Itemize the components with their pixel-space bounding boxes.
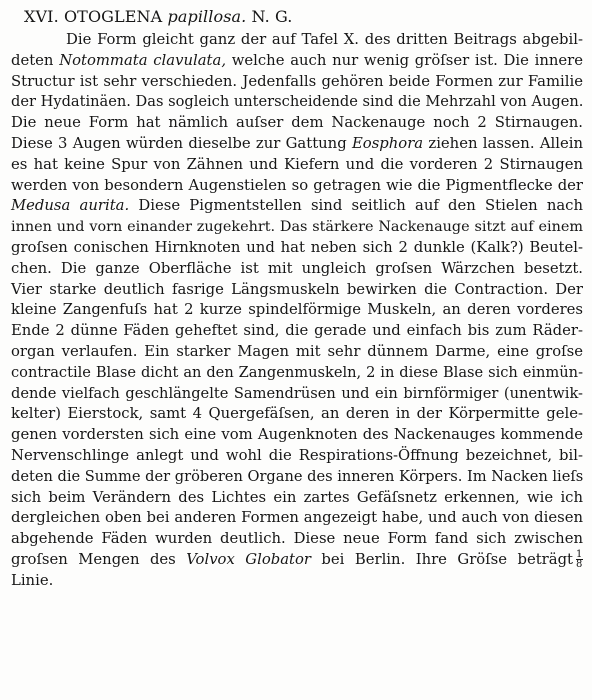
text-line [11, 384, 583, 405]
italic-taxon: Volvox Globator [186, 550, 311, 568]
text-segment: Diese 3 Augen würden dieselbe zur Gattung [11, 134, 352, 152]
new-genus-mark: N. G. [251, 7, 293, 26]
text-line [11, 51, 583, 72]
text-segment: sich beim Verändern des Lichtes ein zartes Gefäſsnetz erkennen, wie ich [11, 488, 583, 506]
text-line [11, 404, 583, 425]
text-line [11, 72, 583, 93]
text-line [11, 300, 583, 321]
text-segment: Diese Pigmentstellen sind seitlich auf den Stielen nach [129, 197, 583, 215]
section-number: XVI. [24, 7, 59, 26]
text-line [11, 529, 583, 550]
text-line [11, 467, 583, 488]
text-line [11, 363, 583, 384]
italic-taxon: Notommata clavulata, [59, 51, 227, 69]
text-line [11, 176, 583, 197]
text-segment: ziehen lassen. Allein [423, 134, 584, 152]
text-segment: dende vielfach geschlängelte Samendrüsen und ein birnförmiger (unentwik- [11, 384, 583, 402]
text-segment: Structur ist sehr verschieden. Jedenfalls gehören beide Formen zur Familie [11, 72, 583, 90]
text-segment: Vier starke deutlich fasrige Längsmuskeln bewirken die Contraction. Der [11, 280, 583, 298]
text-segment: Ende 2 dünne Fäden geheftet sind, die gerade und einfach bis zum Räder- [11, 322, 583, 340]
text-line [11, 134, 583, 155]
text-line [11, 113, 583, 134]
text-segment: welche auch nur wenig gröſser ist. Die innere [226, 51, 583, 69]
text-segment: deten die Summe der gröberen Organe des inneren Körpers. Im Nacken lieſs [11, 467, 584, 485]
text-segment: innen und vorn einander zugekehrt. Das stärkere Nackenauge sitzt auf einem [11, 219, 583, 236]
text-segment: organ verlaufen. Ein starker Magen mit sehr dünnem Darme, eine groſse [11, 342, 583, 360]
text-segment: abgehende Fäden wurden deutlich. Diese neue Form fand sich zwischen [11, 530, 583, 548]
text-segment: contractile Blase dicht an den Zangenmuskeln, 2 in diese Blase sich einmün- [11, 363, 583, 381]
text-segment: es hat keine Spur von Zähnen und Kiefern und die vorderen 2 Stirnaugen [11, 155, 583, 173]
text-line [11, 321, 583, 342]
fraction-numerator: 1 [576, 549, 583, 561]
text-line [11, 446, 583, 467]
text-line [11, 571, 583, 592]
italic-taxon: Eosphora [351, 134, 424, 152]
text-line [11, 425, 583, 446]
text-line [11, 488, 583, 509]
text-segment: genen vordersten sich eine vom Augenknoten des Nackenauges kommende [11, 426, 583, 444]
text-segment: dergleichen oben bei anderen Formen angezeigt habe, und auch von diesen [11, 509, 583, 527]
italic-taxon: Medusa aurita. [11, 197, 130, 215]
text-line [11, 342, 583, 363]
text-segment: bei Berlin. Ihre Gröſse beträgt [310, 550, 573, 568]
text-segment: groſsen conischen Hirnknoten und hat neben sich 2 dunkle (Kalk?) Beutel- [11, 238, 583, 256]
text-line [11, 238, 583, 259]
size-fraction [576, 550, 583, 569]
text-line [11, 280, 583, 301]
text-segment: Die Form gleicht ganz der auf Tafel X. des dritten Beitrags abgebil- [66, 31, 583, 48]
text-line [11, 30, 583, 51]
text-line [11, 196, 583, 217]
text-segment: werden von besondern Augenstielen so getragen wie die Pigmentflecke der [11, 176, 583, 194]
text-segment: groſsen Mengen des [11, 550, 187, 568]
text-segment: kelter) Eierstock, samt 4 Quergefäſsen, an deren in der Körpermitte gele- [11, 405, 583, 423]
text-line [11, 550, 583, 571]
section-heading [24, 7, 292, 27]
text-segment: kleine Zangenfuſs hat 2 kurze spindelförmige Muskeln, an deren vorderes [11, 301, 583, 319]
text-line [11, 508, 583, 529]
text-segment: der Hydatinäen. Das sogleich unterscheidende sind die Mehrzahl von Augen. [11, 93, 584, 111]
fraction-denominator: 8 [576, 559, 583, 571]
text-segment: Linie. [11, 571, 54, 589]
body-paragraph [11, 30, 583, 592]
text-segment: Nervenschlinge anlegt und wohl die Respirations-Öffnung bezeichnet, bil- [11, 446, 583, 464]
text-segment: chen. Die ganze Oberfläche ist mit ungleich groſsen Wärzchen besetzt. [11, 259, 583, 277]
text-segment: deten [11, 51, 60, 69]
text-segment: Die neue Form hat nämlich auſser dem Nackenauge noch 2 Stirnaugen. [11, 114, 583, 132]
text-line [11, 259, 583, 280]
text-line [11, 217, 583, 238]
text-line [11, 155, 583, 176]
species-name: papillosa. [167, 7, 247, 26]
genus-name: OTOGLENA [63, 7, 163, 26]
text-line [11, 92, 583, 113]
